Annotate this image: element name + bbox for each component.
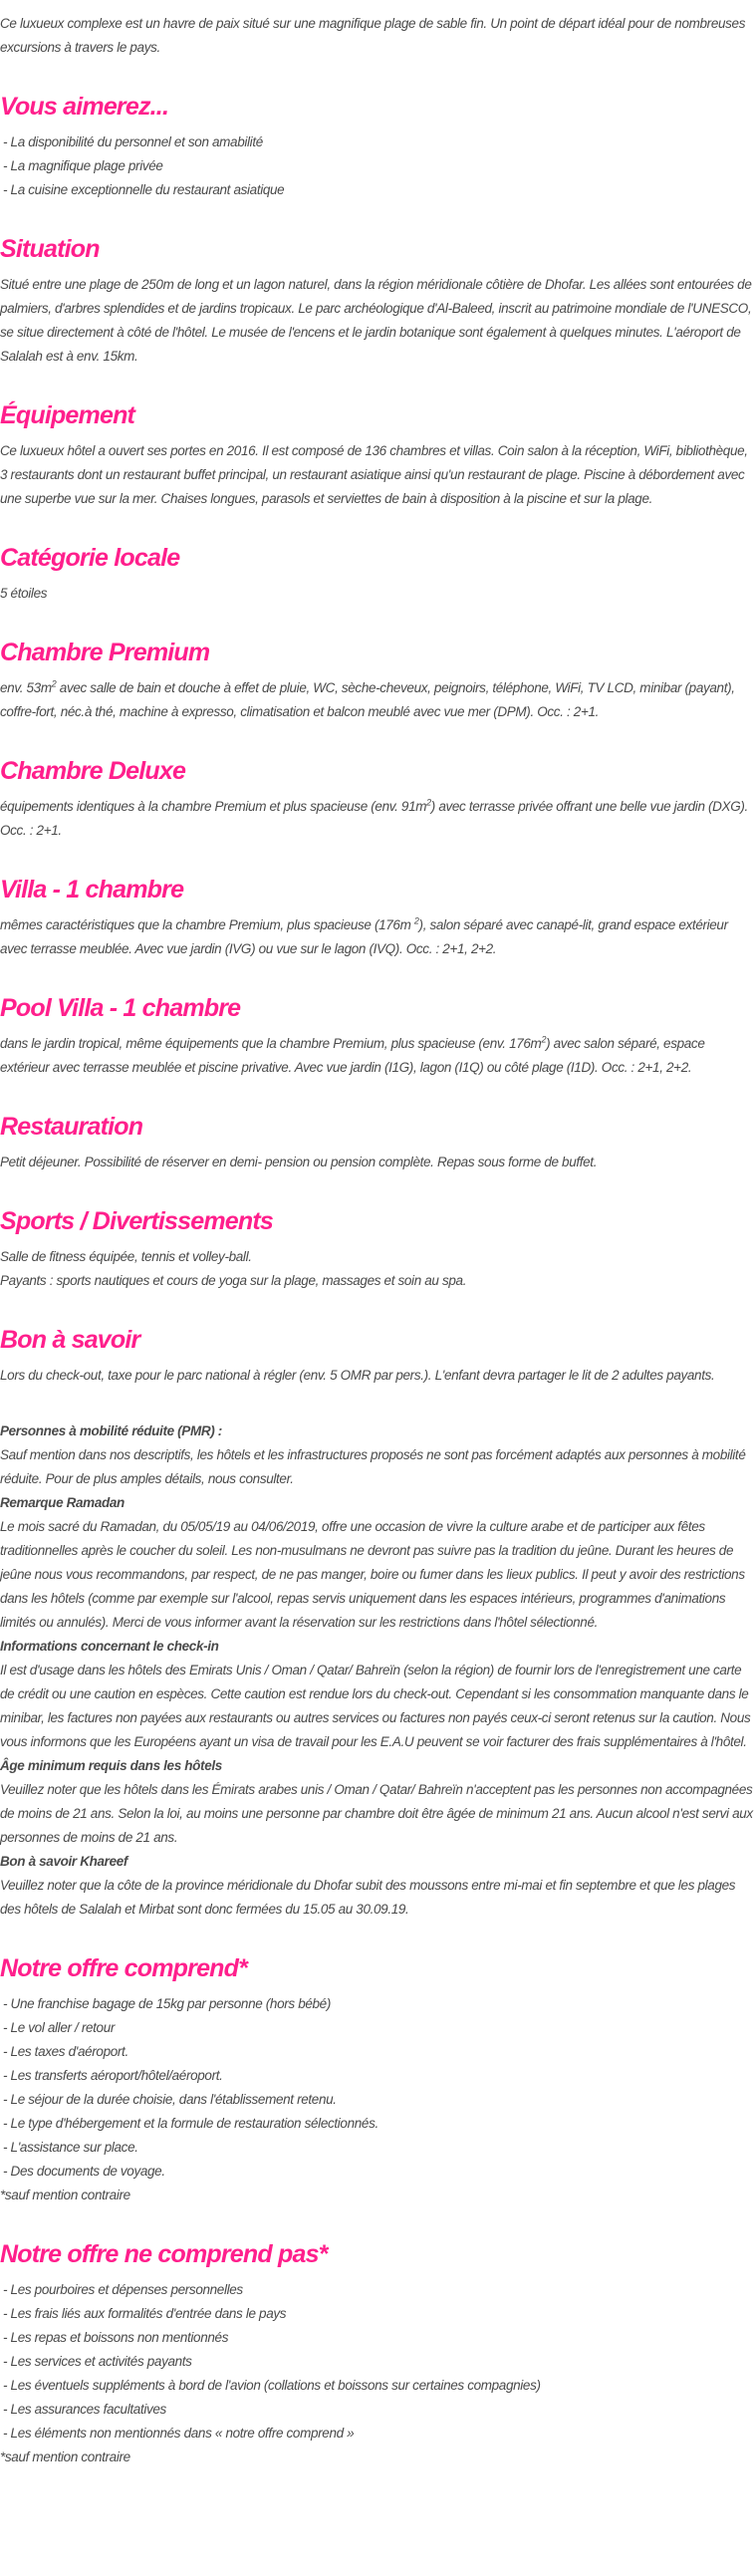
section-title-categorie: Catégorie locale [0,544,180,572]
section-title-premium: Chambre Premium [0,639,210,666]
section-title-pool-villa: Pool Villa - 1 chambre [0,994,241,1022]
pool-villa-text-b: ) avec salon séparé, espace extérieur avec terrasse meublée et piscine privative. Avec vue jardin (I1G), lagon (I1Q) ou côté plage (I1D). Occ. : 2+1, 2+2. [0,1036,705,1075]
bon-a-savoir-text: Lors du check-out, taxe pour le parc national à régler (env. 5 OMR par pers.). L'enfant devra partager le lit de 2 adultes payants. [0,1368,715,1383]
list-item: - Le type d'hébergement et la formule de restauration sélectionnés. [3,2116,378,2131]
deluxe-text-b: ) avec terrasse privée offrant une belle vue jardin (DXG). Occ. : 2+1. [0,799,748,838]
deluxe-text-a: équipements identiques à la chambre Premium et plus spacieuse (env. 91m [0,799,427,814]
list-item: - La disponibilité du personnel et son amabilité [3,134,263,149]
section-title-equipement: Équipement [0,401,135,429]
included-list [0,1992,755,2184]
list-item: - Des documents de voyage. [3,2164,165,2179]
section-title-restauration: Restauration [0,1113,143,1141]
list-item: - Les services et activités payants [3,2354,192,2369]
sports-line-2: Payants : sports nautiques et cours de yoga sur la plage, massages et soin au spa. [0,1273,467,1288]
ramadan-heading: Remarque Ramadan [0,1495,125,1510]
intro-text: Ce luxueux complexe est un havre de paix situé sur une magnifique plage de sable fin. Un point de départ idéal pour de nombreuses excursions à travers le pays. [0,16,746,55]
villa-text [0,913,755,961]
checkin-heading: Informations concernant le check-in [0,1639,219,1654]
list-item: - Les transferts aéroport/hôtel/aéroport. [3,2068,223,2083]
khareef-text: Veuillez noter que la côte de la province méridionale du Dhofar subit des moussons entre mi-mai et fin septembre et que les plages des hôtels de Salalah et Mirbat sont donc fermées du 15.05 au 30.09.19. [0,1878,736,1917]
categorie-text: 5 étoiles [0,586,48,601]
villa-text-b: ), salon séparé avec canapé-lit, grand espace extérieur avec terrasse meublée. Avec vue jardin (IVG) ou vue sur le lagon (IVQ). Occ. : 2+1, 2+2. [0,917,728,956]
ramadan-text: Le mois sacré du Ramadan, du 05/05/19 au 04/06/2019, offre une occasion de vivre la culture arabe et de participer aux fêtes traditionnelles après le coucher du soleil. Les non-musulmans ne devront pas suivre pas la tradition du jeûne. Durant les heures de jeûne nous vous recommandons, par respect, de ne pas manger, boire ou fumer dans les lieux publics. Il peut y avoir des restrictions dans les hôtels (comme par exemple sur l'alcool, repas servis uniquement dans les espaces intérieurs, programmes d'animations limités ou annulés). Merci de vous informer avant la réservation sur les restrictions dans l'hôtel sélectionné. [0,1519,745,1630]
list-item: - Les assurances facultatives [3,2402,166,2417]
superscript: 2 [51,678,57,689]
list-item: - Les éléments non mentionnés dans « notre offre comprend » [3,2426,355,2441]
superscript: 2 [413,915,419,926]
list-item: - Les repas et boissons non mentionnés [3,2330,229,2345]
list-item: - Les taxes d'aéroport. [3,2044,128,2059]
superscript: 2 [541,1034,547,1045]
list-item: - L'assistance sur place. [3,2140,138,2155]
villa-text-a: mêmes caractéristiques que la chambre Premium, plus spacieuse (176m [0,917,414,932]
situation-text: Situé entre une plage de 250m de long et un lagon naturel, dans la région méridionale côtière de Dhofar. Les allées sont entourées de palmiers, d'arbres splendides et de jardins tropicaux. Le parc archéologique d'Al-Baleed, inscrit au patrimoine mondiale de l'UNESCO, se situe directement à côté de l'hôtel. Le musée de l'encens et le jardin botanique sont également à quelques minutes. L'aéroport de Salalah est à env. 15km. [0,277,752,364]
pool-villa-text [0,1032,755,1080]
deluxe-text [0,795,755,843]
age-heading: Âge minimum requis dans les hôtels [0,1758,222,1773]
included-note: *sauf mention contraire [0,2188,130,2202]
pmr-text: Sauf mention dans nos descriptifs, les hôtels et les infrastructures proposés ne sont pas forcément adaptés aux personnes à mobilité réduite. Pour de plus amples détails, nous consulter. [0,1447,746,1486]
section-title-comprend: Notre offre comprend* [0,1954,248,1982]
list-item: - Le séjour de la durée choisie, dans l'établissement retenu. [3,2092,337,2107]
khareef-heading: Bon à savoir Khareef [0,1854,128,1869]
section-title-ne-comprend-pas: Notre offre ne comprend pas* [0,2240,328,2268]
highlights-list [0,130,755,202]
list-item: - Les éventuels suppléments à bord de l'avion (collations et boissons sur certaines compagnies) [3,2378,541,2393]
list-item: - Les pourboires et dépenses personnelles [3,2282,243,2297]
list-item: - Le vol aller / retour [3,2020,116,2035]
premium-text [0,676,755,724]
premium-text-a: env. 53m [0,680,52,695]
list-item: - Une franchise bagage de 15kg par personne (hors bébé) [3,1996,331,2011]
list-item: - La cuisine exceptionnelle du restaurant asiatique [3,182,285,197]
age-text: Veuillez noter que les hôtels dans les Émirats arabes unis / Oman / Qatar/ Bahreïn n'acceptent pas les personnes non accompagnées de moins de 21 ans. Selon la loi, au moins une personne par chambre doit être âgée de minimum 21 ans. Aucun alcool n'est servi aux personnes de moins de 21 ans. [0,1782,753,1845]
section-title-villa: Villa - 1 chambre [0,876,184,903]
section-title-situation: Situation [0,235,100,263]
section-title-deluxe: Chambre Deluxe [0,757,186,785]
section-title-bon-a-savoir: Bon à savoir [0,1326,140,1354]
pmr-heading: Personnes à mobilité réduite (PMR) : [0,1423,222,1438]
equipement-text: Ce luxueux hôtel a ouvert ses portes en 2016. Il est composé de 136 chambres et villas. Coin salon à la réception, WiFi, bibliothèque, 3 restaurants dont un restaurant buffet principal, un restaurant asiatique ainsi qu'un restaurant de plage. Piscine à débordement avec une superbe vue sur la mer. Chaises longues, parasols et serviettes de bain à disposition à la piscine et sur la plage. [0,443,748,506]
spacer [0,1388,755,1419]
sports-line-1: Salle de fitness équipée, tennis et volley-ball. [0,1249,252,1264]
superscript: 2 [426,797,431,808]
excluded-note: *sauf mention contraire [0,2449,130,2464]
restauration-text: Petit déjeuner. Possibilité de réserver en demi- pension ou pension complète. Repas sous forme de buffet. [0,1155,598,1169]
list-item: - Les frais liés aux formalités d'entrée dans le pays [3,2306,287,2321]
excluded-list [0,2278,755,2446]
checkin-text: Il est d'usage dans les hôtels des Emirats Unis / Oman / Qatar/ Bahreïn (selon la région) de fournir lors de l'enregistrement une carte de crédit ou une caution en espèces. Cette caution est rendue lors du check-out. Cependant si les consommation manquante dans le minibar, les factures non payées aux restaurants ou autres services ou factures non payés ceux-ci seront retenus sur la caution. Nous vous informons que les Européens ayant un visa de travail pour les E.A.U peuvent se voir facturer des frais supplémentaires à l'hôtel. [0,1663,751,1749]
list-item: - La magnifique plage privée [3,158,163,173]
premium-text-b: avec salle de bain et douche à effet de pluie, WC, sèche-cheveux, peignoirs, téléphone, WiFi, TV LCD, minibar (payant), coffre-fort, néc.à thé, machine à expresso, climatisation et balcon meublé avec vue mer (DPM). Occ. : 2+1. [0,680,735,719]
section-title-vous-aimerez: Vous aimerez... [0,93,169,121]
pool-villa-text-a: dans le jardin tropical, même équipements que la chambre Premium, plus spacieuse (env. 176m [0,1036,542,1051]
section-title-sports: Sports / Divertissements [0,1207,273,1235]
